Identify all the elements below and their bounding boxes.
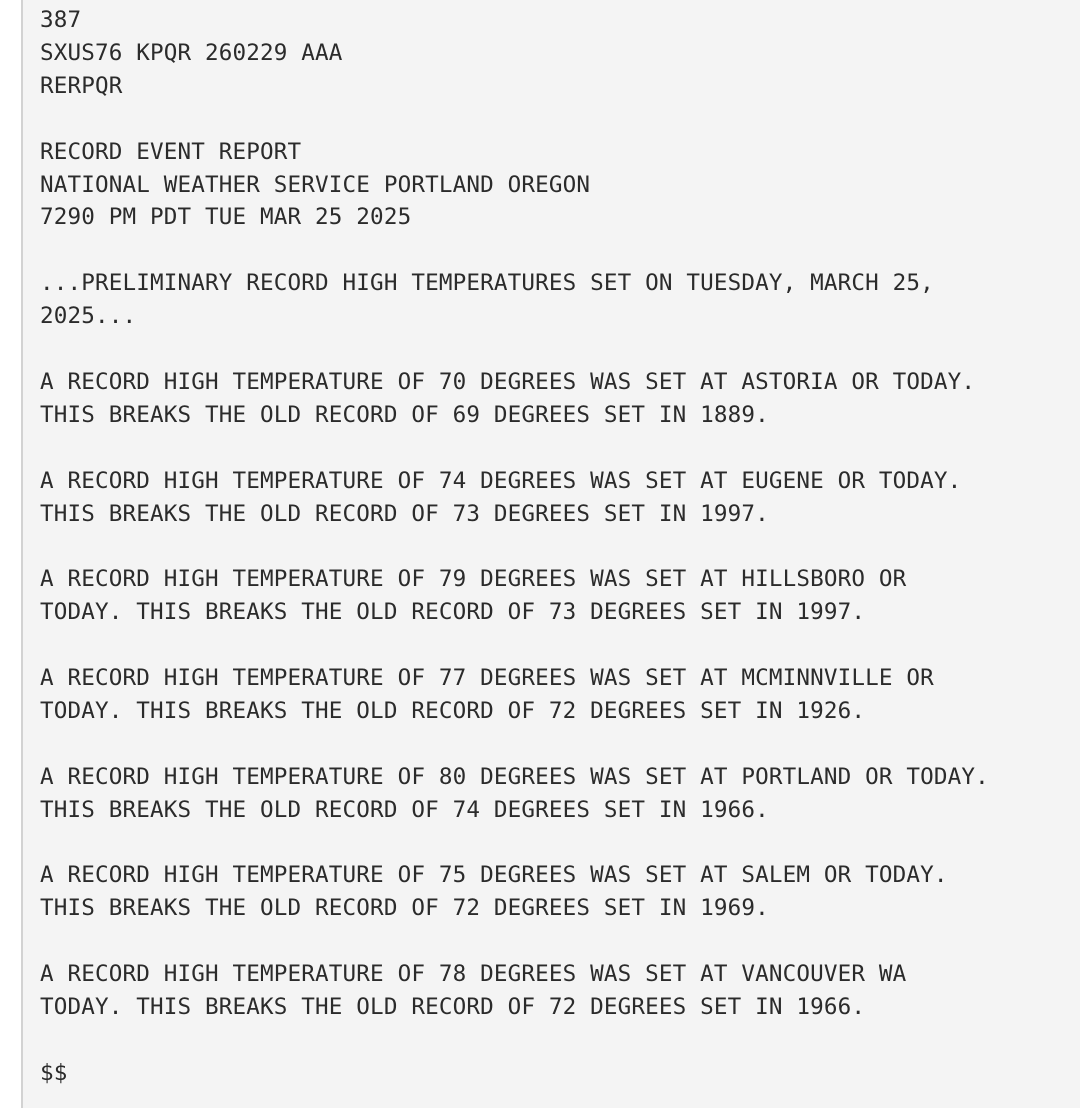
sequence-number: 387 <box>40 7 82 33</box>
blank-line <box>40 728 989 761</box>
record-line: THIS BREAKS THE OLD RECORD OF 74 DEGREES SET IN 1966. <box>40 796 769 823</box>
record-line: THIS BREAKS THE OLD RECORD OF 69 DEGREES SET IN 1889. <box>40 401 769 428</box>
record-line: TODAY. THIS BREAKS THE OLD RECORD OF 72 DEGREES SET IN 1926. <box>40 697 866 724</box>
record-line: A RECORD HIGH TEMPERATURE OF 77 DEGREES WAS SET AT MCMINNVILLE OR <box>40 665 934 692</box>
record-line: THIS BREAKS THE OLD RECORD OF 73 DEGREES SET IN 1997. <box>40 500 769 527</box>
blank-line <box>40 432 989 465</box>
product-title: RECORD EVENT REPORT <box>40 138 302 165</box>
blank-line <box>40 925 989 958</box>
blank-line <box>40 103 989 136</box>
blank-line <box>40 629 989 662</box>
awips-id: RERPQR <box>40 72 123 99</box>
wmo-header: SXUS76 KPQR 260229 AAA <box>40 39 343 66</box>
report-panel <box>23 0 1080 1108</box>
record-line: A RECORD HIGH TEMPERATURE OF 79 DEGREES WAS SET AT HILLSBORO OR <box>40 566 907 593</box>
record-line: A RECORD HIGH TEMPERATURE OF 80 DEGREES WAS SET AT PORTLAND OR TODAY. <box>40 763 989 790</box>
issuing-office: NATIONAL WEATHER SERVICE PORTLAND OREGON <box>40 171 591 198</box>
record-line: A RECORD HIGH TEMPERATURE OF 75 DEGREES WAS SET AT SALEM OR TODAY. <box>40 862 948 889</box>
product-terminator: $$ <box>40 1059 68 1086</box>
record-line: THIS BREAKS THE OLD RECORD OF 72 DEGREES SET IN 1969. <box>40 895 769 922</box>
blank-line <box>40 827 989 860</box>
blank-line <box>40 1024 989 1057</box>
record-line: A RECORD HIGH TEMPERATURE OF 78 DEGREES WAS SET AT VANCOUVER WA <box>40 961 907 988</box>
record-line: A RECORD HIGH TEMPERATURE OF 70 DEGREES WAS SET AT ASTORIA OR TODAY. <box>40 368 976 395</box>
report-text <box>40 4 989 1090</box>
record-line: TODAY. THIS BREAKS THE OLD RECORD OF 73 DEGREES SET IN 1997. <box>40 599 866 626</box>
record-line: A RECORD HIGH TEMPERATURE OF 74 DEGREES WAS SET AT EUGENE OR TODAY. <box>40 467 962 494</box>
record-line: TODAY. THIS BREAKS THE OLD RECORD OF 72 DEGREES SET IN 1966. <box>40 994 866 1021</box>
issue-time: 7290 PM PDT TUE MAR 25 2025 <box>40 204 412 231</box>
headline-line: 2025... <box>40 303 137 330</box>
headline-line: ...PRELIMINARY RECORD HIGH TEMPERATURES SET ON TUESDAY, MARCH 25, <box>40 270 934 297</box>
blank-line <box>40 333 989 366</box>
blank-line <box>40 530 989 563</box>
blank-line <box>40 234 989 267</box>
